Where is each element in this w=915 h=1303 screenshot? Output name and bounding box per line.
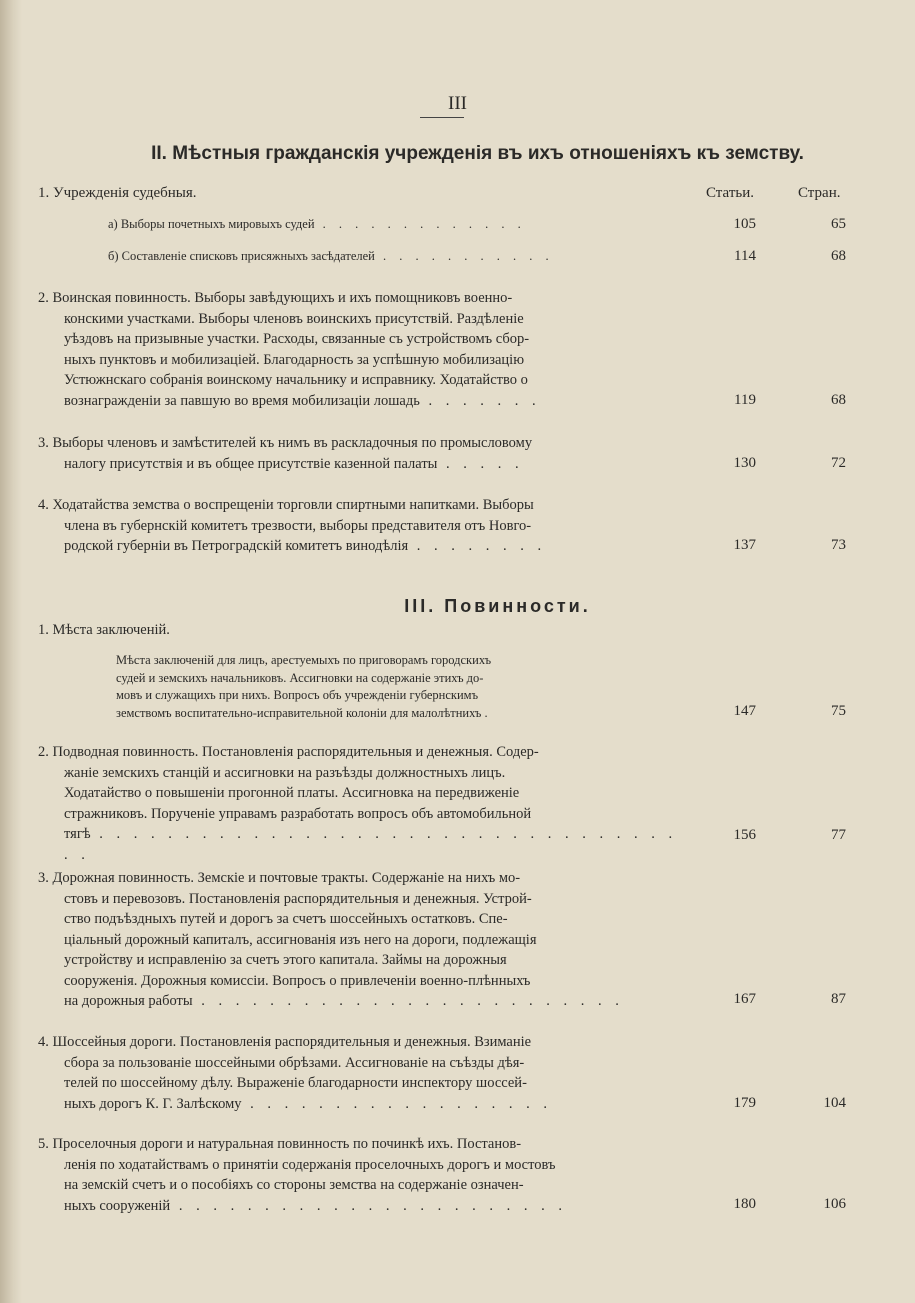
s2-item4 [38, 495, 683, 557]
s3-item4-article: 179 [733, 1095, 756, 1111]
s3-item5-line: ленія по ходатайствамъ о принятіи содержанія проселочныхъ дорогъ и мостовъ [64, 1156, 556, 1173]
s3-item4-line: 4. Шоссейныя дороги. Постановленія распорядительныя и денежныя. Взиманіе [38, 1034, 532, 1050]
s2-item2-page: 68 [831, 392, 846, 408]
s3-item3-article: 167 [733, 991, 756, 1007]
s3-item3-line-last: на дорожныя работы . . . . . . . . . . . . . . . . . . . . . . . . . [64, 993, 624, 1009]
page-number-rule [420, 117, 464, 118]
s3-item2-line: 2. Подводная повинность. Постановленія распорядительныя и денежныя. Содер- [38, 744, 539, 760]
s3-item2-line: стражниковъ. Порученіе управамъ разработать вопросъ объ автомобильной [64, 805, 532, 822]
s3-item3-line: ціальный дорожный капиталъ, ассигнованія изъ него на дороги, подлежащія [64, 931, 537, 948]
s3-item2-line: Ходатайство о повышеніи прогонной платы. Ассигновка на передвиженіе [64, 785, 520, 801]
s3-item5 [38, 1134, 683, 1216]
s2-item1-sub-a-page: 65 [831, 216, 846, 232]
s2-item2-article: 119 [734, 392, 756, 408]
s2-item2-line: Устюжнскаго собранія воинскому начальнику и исправнику. Ходатайство о [64, 372, 528, 388]
s3-item2-line-last: тягѣ . . . . . . . . . . . . . . . . . . . . . . . . . . . . . . . . . . . . [64, 826, 678, 863]
s3-item5-line-last: ныхъ сооруженій . . . . . . . . . . . . . . . . . . . . . . . [64, 1197, 567, 1214]
s3-item5-article: 180 [733, 1196, 756, 1212]
s2-item1-sub-b-page: 68 [831, 248, 846, 264]
s3-item3-line: стовъ и перевозовъ. Постановленія распорядительныя и денежныя. Устрой- [64, 890, 532, 907]
s3-item1-line: судей и земскихъ начальниковъ. Ассигновки на содержаніе этихъ до- [116, 670, 484, 685]
s3-item4-line: сбора за пользованіе шоссейными обрѣзами. Ассигнованіе на съѣзды дѣя- [64, 1054, 525, 1071]
book-spine-shadow [0, 0, 22, 1303]
s3-item5-page: 106 [823, 1196, 846, 1212]
s3-item2-page: 77 [831, 827, 846, 843]
s2-item4-page: 73 [831, 537, 846, 553]
s2-item3-line: 3. Выборы членовъ и замѣстителей къ нимъ въ раскладочныя по промысловому [38, 435, 533, 451]
s3-item1-body [116, 652, 676, 722]
s3-item5-line: на земскій счетъ и о пособіяхъ со стороны земства на содержаніе означен- [64, 1177, 524, 1193]
s2-item4-line: 4. Ходатайства земства о воспрещеніи торговли спиртными напитками. Выборы [38, 497, 534, 513]
s3-item1-article: 147 [733, 703, 756, 719]
s3-item3-line: устройству и исправленію за счетъ этого капитала. Займы на дорожныя [64, 952, 507, 968]
s3-item3-line: 3. Дорожная повинность. Земскіе и почтовые тракты. Содержаніе на нихъ мо- [38, 870, 521, 886]
s3-item4-page: 104 [823, 1095, 846, 1111]
s3-item2-article: 156 [733, 827, 756, 843]
s2-item2-line-last: вознагражденіи за павшую во время мобилизаціи лошадь . . . . . . . [64, 392, 541, 409]
s3-item1-line: Мѣста заключеній для лицъ, арестуемыхъ по приговорамъ городскихъ [116, 653, 492, 667]
s2-item1-sub-a-article: 105 [733, 216, 756, 232]
s2-item2-line: конскими участками. Выборы членовъ воинскихъ присутствій. Раздѣленіе [64, 310, 524, 327]
s2-item4-line-last: родской губерніи въ Петроградскій комитетъ винодѣлія . . . . . . . . [64, 538, 547, 554]
s2-item4-line: члена въ губернскій комитетъ трезвости, выборы представителя отъ Новго- [64, 517, 532, 534]
s3-item1-line: мовъ и служащихъ при нихъ. Вопросъ объ учрежденіи губернскимъ [116, 688, 479, 702]
s2-item4-article: 137 [733, 537, 756, 553]
s2-item2-line: уѣздовъ на призывные участки. Расходы, связанные съ устройствомъ сбор- [64, 331, 530, 347]
s3-item3-line: ство подъѣздныхъ путей и дорогъ за счетъ шоссейныхъ остатковъ. Спе- [64, 911, 508, 927]
s2-item2 [38, 288, 683, 411]
s3-item3-page: 87 [831, 991, 846, 1007]
section-2-heading: II. Мѣстныя гражданскія учрежденія въ ихъ отношеніяхъ къ земству. [151, 143, 804, 164]
s3-item2-line: жаніе земскихъ станцій и ассигновки на разъѣзды должностныхъ лицъ. [64, 764, 506, 781]
column-header-pages: Стран. [798, 185, 841, 201]
s2-item3-line-last: налогу присутствія и въ общее присутствіе казенной палаты . . . . . [64, 455, 524, 472]
column-header-articles: Статьи. [706, 185, 754, 201]
s2-item3-article: 130 [733, 455, 756, 471]
s3-item5-line: 5. Проселочныя дороги и натуральная повинность по починкѣ ихъ. Постанов- [38, 1136, 522, 1152]
s2-item3 [38, 433, 683, 474]
s2-item1-sub-a: а) Выборы почетныхъ мировыхъ судей . . . . . . . . . . . . . [108, 217, 526, 231]
section-3-heading: III. Повинности. [404, 596, 591, 616]
s3-item3-line: сооруженія. Дорожныя комиссіи. Вопросъ о привлеченіи военно-плѣнныхъ [64, 972, 531, 989]
s2-item1-title: 1. Учрежденія судебныя. [38, 185, 197, 201]
s3-item4-line: телей по шоссейному дѣлу. Выраженіе благодарности инспектору шоссей- [64, 1075, 527, 1091]
s3-item1-page: 75 [831, 703, 846, 719]
s2-item1-sub-b-article: 114 [734, 248, 756, 264]
s3-item2 [38, 742, 683, 865]
s3-item3 [38, 868, 683, 1012]
s2-item1-sub-b: б) Составленіе списковъ присяжныхъ засѣдателей . . . . . . . . . . . [108, 249, 554, 263]
page-number: III [448, 93, 467, 114]
s2-item3-page: 72 [831, 455, 846, 471]
s3-item4 [38, 1032, 683, 1114]
s2-item2-line: 2. Воинская повинность. Выборы завѣдующихъ и ихъ помощниковъ военно- [38, 290, 513, 306]
s3-item4-line-last: ныхъ дорогъ К. Г. Залѣскому . . . . . . . . . . . . . . . . . . [64, 1095, 553, 1112]
s3-item1-title: 1. Мѣста заключеній. [38, 622, 170, 638]
s2-item2-line: ныхъ пунктовъ и мобилизаціей. Благодарность за успѣшную мобилизацію [64, 351, 525, 368]
s3-item1-line-last: земствомъ воспитательно-исправительной колоніи для малолѣтнихъ . [116, 705, 488, 720]
